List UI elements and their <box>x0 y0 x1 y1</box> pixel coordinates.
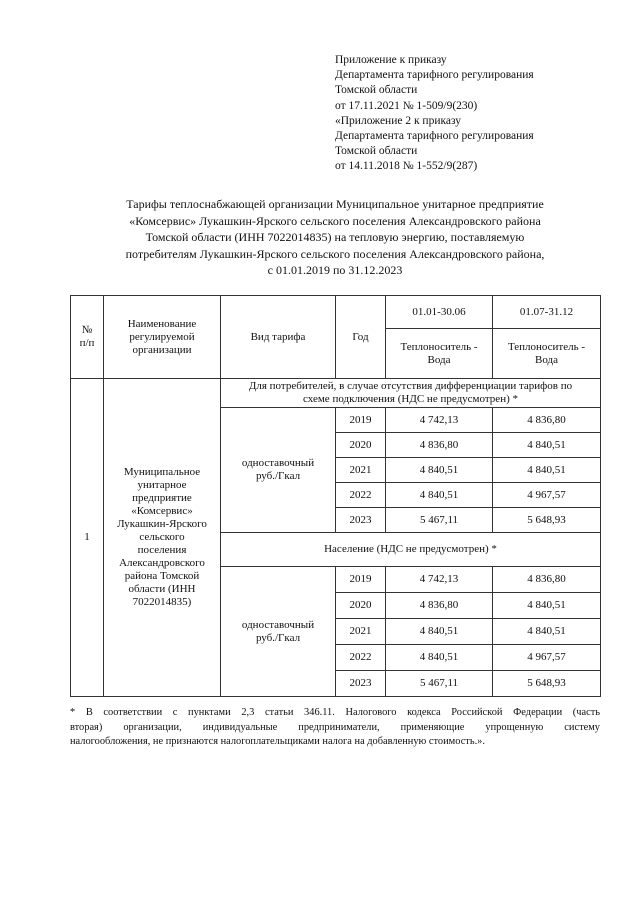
year-cell: 2022 <box>336 645 386 671</box>
tariff-h1-cell: 4 836,80 <box>386 433 493 458</box>
year-cell: 2023 <box>336 508 386 533</box>
header-line: от 14.11.2018 № 1-552/9(287) <box>335 160 478 173</box>
tariff-h2-cell: 4 836,80 <box>493 408 601 433</box>
year-cell: 2021 <box>336 619 386 645</box>
document-title <box>70 196 600 279</box>
tariff-h2-cell: 5 648,93 <box>493 508 601 533</box>
tariff-h2-cell: 4 967,57 <box>493 483 601 508</box>
section-heading-general: Для потребителей, в случае отсутствия дифференциации тарифов по схеме подключения (НДС не предусмотрен) * <box>221 379 601 408</box>
tariff-h1-cell: 4 742,13 <box>386 408 493 433</box>
tariff-h1-cell: 4 742,13 <box>386 567 493 593</box>
tariff-h2-cell: 4 840,51 <box>493 619 601 645</box>
footnote-line: * В соответствии с пунктами 2,3 статьи 346.11. Налогового кодекса Российской Федерации (часть <box>70 707 600 718</box>
tariff-h2-cell: 4 840,51 <box>493 593 601 619</box>
header-tariff-type: Вид тарифа <box>221 296 336 379</box>
year-cell: 2019 <box>336 567 386 593</box>
approval-header <box>335 53 625 175</box>
section-heading-row <box>71 379 601 408</box>
tariff-h1-cell: 4 840,51 <box>386 483 493 508</box>
tariff-h1-cell: 5 467,11 <box>386 671 493 697</box>
tariff-table <box>70 295 601 697</box>
header-line: «Приложение 2 к приказу <box>335 114 462 127</box>
tariff-h1-cell: 4 840,51 <box>386 619 493 645</box>
tariff-type-cell: одноставочный руб./Гкал <box>221 408 336 533</box>
header-line: от 17.11.2021 № 1-509/9(230) <box>335 99 478 112</box>
tariff-h1-cell: 5 467,11 <box>386 508 493 533</box>
year-cell: 2020 <box>336 433 386 458</box>
tariff-type-cell: одноставочный руб./Гкал <box>221 567 336 697</box>
header-line: Департамента тарифного регулирования <box>335 69 534 82</box>
header-line: Приложение к приказу <box>335 54 447 66</box>
tariff-h2-cell: 4 836,80 <box>493 567 601 593</box>
year-cell: 2022 <box>336 483 386 508</box>
section-heading-population: Население (НДС не предусмотрен) * <box>221 533 601 567</box>
tariff-h1-cell: 4 840,51 <box>386 458 493 483</box>
title-line: Тарифы теплоснабжающей организации Муниципальное унитарное предприятие <box>126 197 544 211</box>
tariff-h1-cell: 4 840,51 <box>386 645 493 671</box>
title-line: Томской области (ИНН 7022014835) на тепловую энергию, поставляемую <box>145 230 525 244</box>
header-year: Год <box>336 296 386 379</box>
organization-name: Муниципальное унитарное предприятие «Комсервис» Лукашкин-Ярского сельского поселения Александровского района Томской области (ИНН 7022014835) <box>104 379 221 697</box>
tariff-h1-cell: 4 836,80 <box>386 593 493 619</box>
footnote-line: вторая) организации, индивидуальные предприниматели, применяющие упрощенную систему <box>70 721 600 733</box>
header-organization: Наименование регулируемой организации <box>104 296 221 379</box>
header-line: Департамента тарифного регулирования <box>335 130 534 143</box>
header-line: Томской области <box>335 84 418 97</box>
footnote-line: налогообложения, не признаются налогоплательщиками налога на добавленную стоимость.». <box>70 736 485 747</box>
header-num: № п/п <box>71 296 104 379</box>
title-line: потребителям Лукашкин-Ярского сельского поселения Александровского района, <box>125 246 545 261</box>
tariff-h2-cell: 5 648,93 <box>493 671 601 697</box>
header-period-1: 01.01-30.06 <box>386 296 493 329</box>
year-cell: 2021 <box>336 458 386 483</box>
tariff-h2-cell: 4 967,57 <box>493 645 601 671</box>
year-cell: 2019 <box>336 408 386 433</box>
header-carrier-1: Теплоноситель - Вода <box>386 329 493 379</box>
title-line: с 01.01.2019 по 31.12.2023 <box>267 263 403 277</box>
header-carrier-2: Теплоноситель - Вода <box>493 329 601 379</box>
title-line: «Комсервис» Лукашкин-Ярского сельского поселения Александровского района <box>129 213 541 228</box>
header-line: Томской области <box>335 145 418 158</box>
footnote <box>70 706 600 750</box>
tariff-h2-cell: 4 840,51 <box>493 433 601 458</box>
table-header-row <box>71 296 601 329</box>
row-number: 1 <box>71 379 104 697</box>
tariff-h2-cell: 4 840,51 <box>493 458 601 483</box>
header-period-2: 01.07-31.12 <box>493 296 601 329</box>
year-cell: 2023 <box>336 671 386 697</box>
year-cell: 2020 <box>336 593 386 619</box>
